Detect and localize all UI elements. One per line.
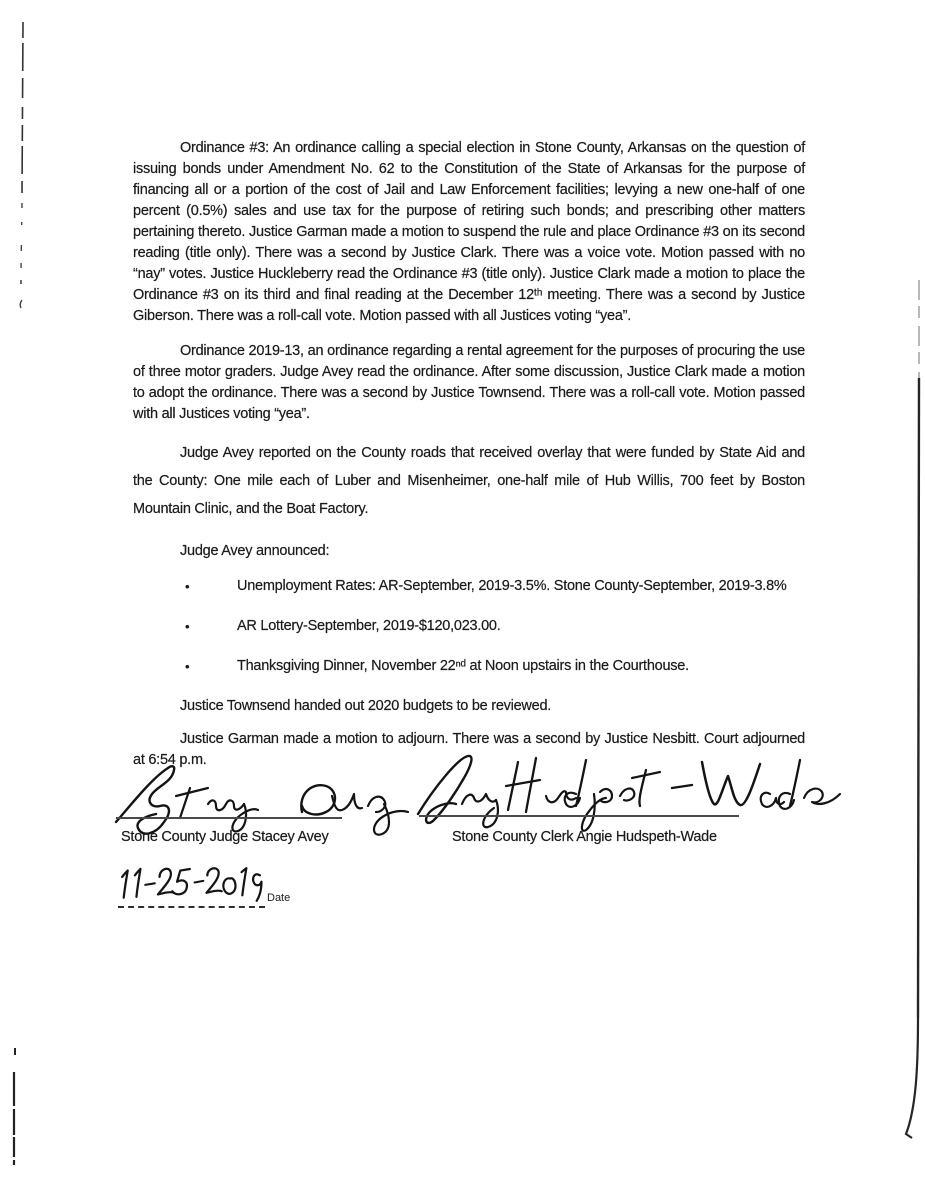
paragraph-budgets: Justice Townsend handed out 2020 budgets to be reviewed. <box>180 698 552 714</box>
judge-signature-label: Stone County Judge Stacey Avey <box>121 829 329 845</box>
bullet-icon: • <box>185 659 190 674</box>
announcement-list <box>133 576 805 677</box>
clerk-signature-label: Stone County Clerk Angie Hudspeth-Wade <box>452 829 717 845</box>
list-item-unemployment <box>133 576 805 597</box>
bullet-icon: • <box>185 579 190 594</box>
list-item-text: Thanksgiving Dinner, November 22ⁿᵈ at Noon upstairs in the Courthouse. <box>237 658 689 674</box>
judge-signature-handwriting <box>112 760 462 838</box>
date-handwriting <box>118 861 268 904</box>
clerk-signature-line <box>419 815 739 817</box>
paragraph-ordinance-3: Ordinance #3: An ordinance calling a special election in Stone County, Arkansas on the question of issuing bonds under Amendment No. 62 to the Constitution of the State of Arkansas for the purpose of financing all or a portion of the cost of Jail and Law Enforcement facilities; levying a new one-half of one percent (0.5%) sales and use tax for the purpose of retiring such bonds; and prescribing other matters pertaining thereto. Justice Garman made a motion to suspend the rule and place Ordinance #3 on its second reading (title only). There was a second by Justice Clark. There was a voice vote. Motion passed with no “nay” votes. Justice Huckleberry read the Ordinance #3 (title only). Justice Clark made a motion to place the Ordinance #3 on its third and final reading at the December 12ᵗʰ meeting. There was a second by Justice Giberson. There was a roll-call vote. Motion passed with all Justices voting “yea”. <box>133 140 805 324</box>
list-item-lottery <box>133 616 805 637</box>
list-item-thanksgiving <box>133 656 805 677</box>
scan-artifact-left-bottom <box>8 1044 22 1169</box>
list-item-text: Unemployment Rates: AR-September, 2019-3.5%. Stone County-September, 2019-3.8% <box>237 578 787 594</box>
paragraph-roads-report: Judge Avey reported on the County roads that received overlay that were funded by State Aid and the County: One mile each of Luber and Misenheimer, one-half mile of Hub Willis, 700 feet by Boston Mountain Clinic, and the Boat Factory. <box>133 445 805 517</box>
bullet-icon: • <box>185 619 190 634</box>
date-label: Date <box>267 892 291 904</box>
date-line <box>118 906 265 908</box>
list-item-text: AR Lottery-September, 2019-$120,023.00. <box>237 618 501 634</box>
paragraph-announcements-intro: Judge Avey announced: <box>180 543 330 559</box>
minutes-text-block <box>133 138 805 771</box>
paragraph-adjournment: Justice Garman made a motion to adjourn. There was a second by Justice Nesbitt. Court adjourned at 6:54 p.m. <box>133 731 805 768</box>
judge-signature-line <box>116 817 342 819</box>
scan-artifact-right-edge <box>898 278 925 1143</box>
scan-artifact-left-top <box>14 18 28 318</box>
paragraph-ordinance-2019-13: Ordinance 2019-13, an ordinance regarding a rental agreement for the purposes of procuring the use of three motor graders. Judge Avey read the ordinance. After some discussion, Justice Clark made a motion to adopt the ordinance. There was a second by Justice Townsend. There was a roll-call vote. Motion passed with all Justices voting “yea”. <box>133 343 805 422</box>
